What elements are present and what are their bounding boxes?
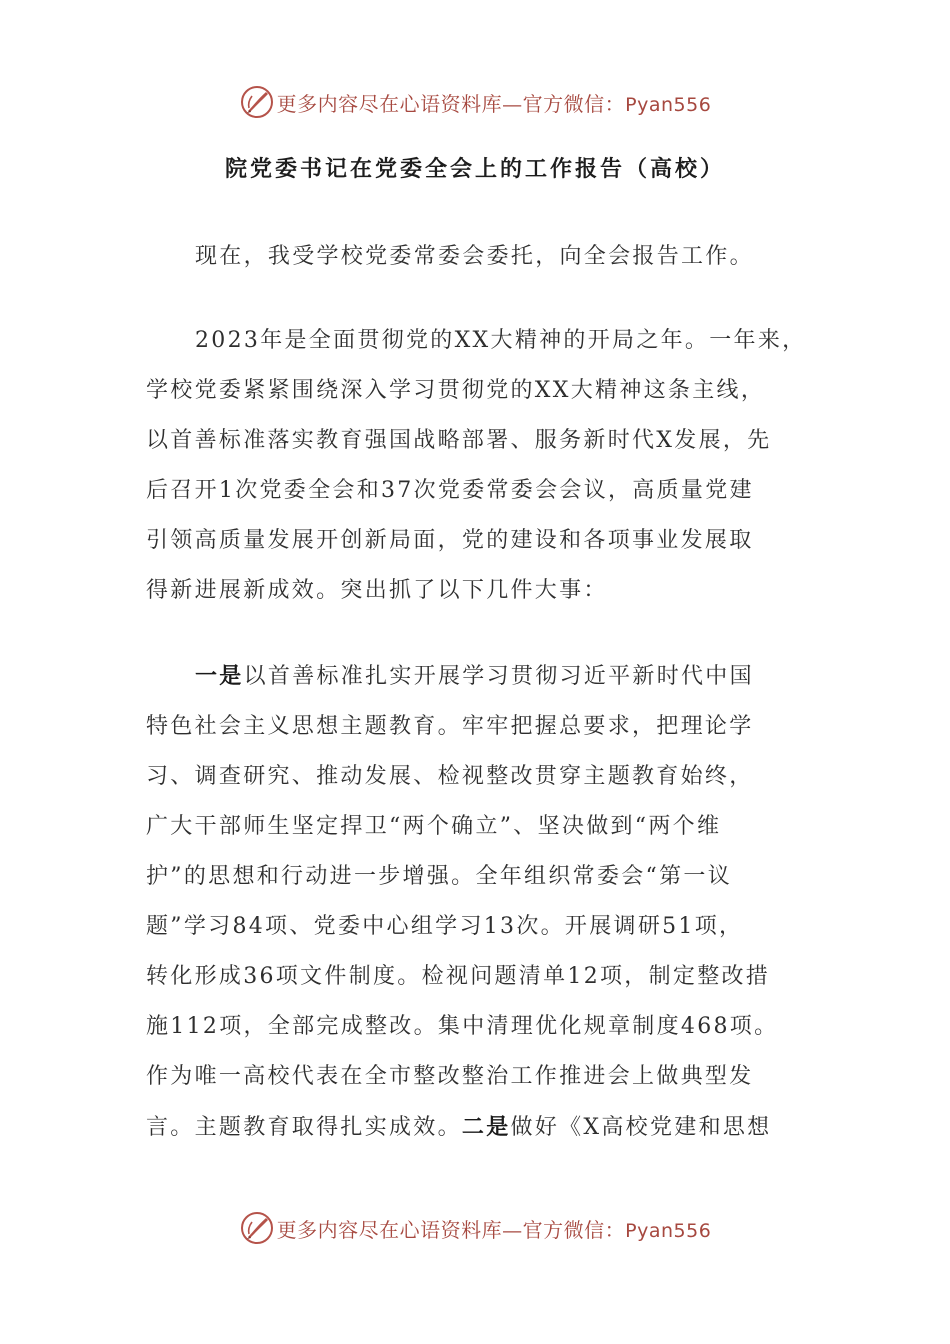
text-line: 施112项，全部完成整改。集中清理优化规章制度468项。 — [146, 1014, 779, 1039]
banner-text: 更多内容尽在心语资料库—官方微信：Pyan556 — [276, 1217, 712, 1242]
text-line: 言。主题教育取得扎实成效。二是做好《X高校党建和思想 — [146, 1114, 772, 1140]
text-line: 2023年是全面贯彻党的XX大精神的开局之年。一年来， — [195, 328, 807, 353]
text-line: 一是以首善标准扎实开展学习贯彻习近平新时代中国 — [195, 663, 754, 689]
text-line: 题”学习84项、党委中心组学习13次。开展调研51项， — [146, 914, 744, 939]
text-line: 广大干部师生坚定捍卫“两个确立”、坚决做到“两个维 — [146, 814, 722, 839]
bold-lead: 一是 — [195, 663, 244, 689]
text-line: 习、调查研究、推动发展、检视整改贯穿主题教育始终， — [146, 764, 754, 789]
text-line: 以首善标准落实教育强国战略部署、服务新时代X发展，先 — [146, 428, 772, 453]
banner-text: 更多内容尽在心语资料库—官方微信：Pyan556 — [276, 91, 712, 116]
wechat-id: Pyan556 — [625, 93, 712, 116]
wechat-id: Pyan556 — [625, 1219, 712, 1242]
text-line: 作为唯一高校代表在全市整改整治工作推进会上做典型发 — [146, 1064, 754, 1089]
paragraph-3 — [146, 651, 814, 1153]
text-line: 护”的思想和行动进一步增强。全年组织常委会“第一议 — [146, 864, 732, 889]
text-line: 特色社会主义思想主题教育。牢牢把握总要求，把理论学 — [146, 714, 754, 739]
text-line: 现在，我受学校党委常委会委托，向全会报告工作。 — [195, 244, 754, 269]
paragraph-2 — [146, 316, 814, 616]
text-line: 引领高质量发展开创新局面，党的建设和各项事业发展取 — [146, 528, 754, 553]
footer-banner — [0, 1208, 950, 1248]
pen-nib-logo-icon — [239, 84, 275, 120]
bold-lead: 二是 — [461, 1114, 511, 1140]
text-line: 学校党委紧紧围绕深入学习贯彻党的XX大精神这条主线， — [146, 378, 766, 403]
paragraph-1 — [146, 232, 814, 282]
text-line: 转化形成36项文件制度。检视问题清单12项，制定整改措 — [146, 964, 771, 989]
document-title: 院党委书记在党委全会上的工作报告（高校） — [224, 156, 725, 182]
text-line: 得新进展新成效。突出抓了以下几件大事： — [146, 578, 608, 603]
pen-nib-logo-icon — [239, 1210, 275, 1246]
text-line: 后召开1次党委全会和37次党委常委会会议，高质量党建 — [146, 478, 754, 503]
header-banner — [0, 82, 950, 122]
